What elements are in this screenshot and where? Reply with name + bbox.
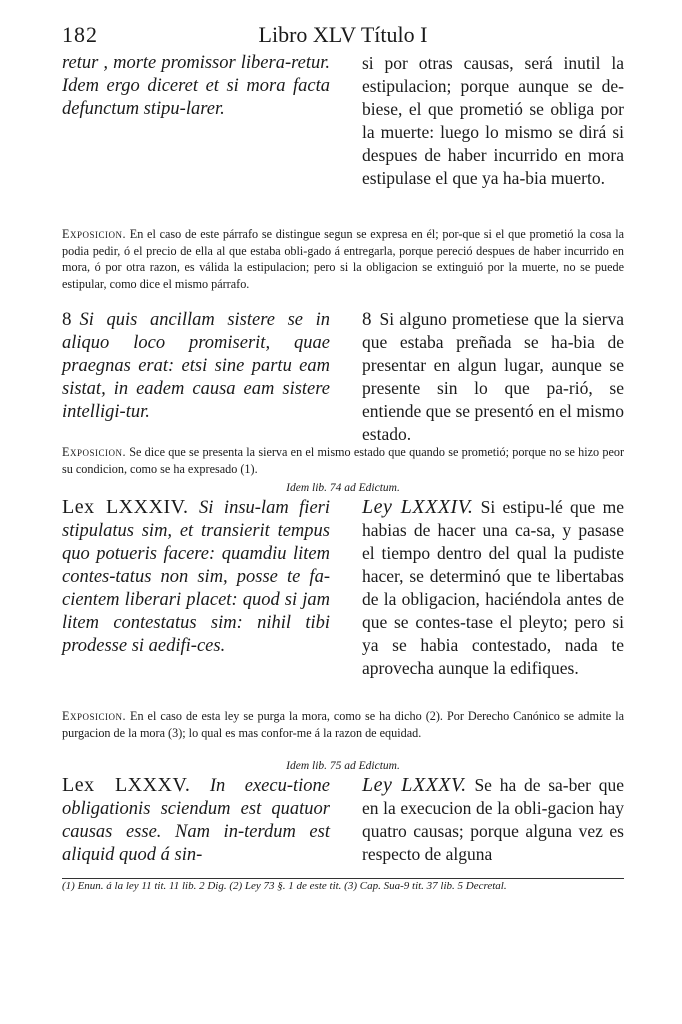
source-citation bbox=[62, 480, 624, 496]
latin-text: Si quis ancillam sistere se in aliquo loco promiserit, quae praegnas erat: etsi sine partu eam sistat, in eadem causa eam sistere intelligi-tur. bbox=[62, 310, 330, 422]
paragraph-block-1 bbox=[62, 52, 624, 222]
paragraph-number: 8 bbox=[62, 309, 72, 330]
exposicion-label: Exposicion. bbox=[62, 709, 126, 723]
exposicion-1 bbox=[62, 226, 624, 308]
book-page bbox=[62, 22, 624, 894]
lex-heading: Lex LXXXV. bbox=[62, 774, 191, 796]
exposicion-label: Exposicion. bbox=[62, 227, 126, 241]
latin-column bbox=[62, 496, 330, 708]
footnotes bbox=[62, 879, 624, 894]
lex-85-block bbox=[62, 774, 624, 878]
latin-text: Si insu-lam fieri stipulatus sim, et transierit tempus quo potueris facere: quamdiu litem contes-tatus non sim, posse te fa-cientem liberari placet: quod si jam litem contestatus sim: nihil tibi prodesse si aedifi-ces. bbox=[62, 498, 331, 656]
footnotes-text: (1) Enun. á la ley 11 tit. 11 lib. 2 Dig. (2) Ley 73 §. 1 de este tit. (3) Cap. Sua-9 tit. 37 lib. 5 Decretal. bbox=[62, 880, 507, 892]
running-title: Libro XLV Título I bbox=[258, 22, 428, 47]
exposicion-text: En el caso de este párrafo se distingue segun se expresa en él; por-que si el que prometió la cosa la podia pedir, ó el precio de ella al que estaba obli-gado á entregarla, porque pereció despues de haber incurrido en mora, ó por otra razon, es válida la estipulacion; pero si la obligacion se extinguió por la muerte, no se puede estipular, como dice el mismo párrafo. bbox=[62, 227, 625, 291]
exposicion-2 bbox=[62, 444, 624, 480]
source-citation bbox=[62, 758, 624, 774]
latin-text: In execu-tione obligationis sciendum est quatuor causas esse. Nam in-terdum est aliquid quod á sin- bbox=[62, 776, 330, 865]
page-number: 182 bbox=[62, 22, 98, 47]
page-header bbox=[62, 22, 624, 52]
latin-column bbox=[62, 308, 330, 444]
ley-heading: Ley LXXXIV. bbox=[362, 496, 474, 518]
lex-84-block bbox=[62, 496, 624, 708]
spanish-text: Si alguno prometiese que la sierva que estaba preñada se ha-bia de presentar en algun lugar, aunque se presente sin lo que pa-rió, se entiende que se presentó en el mismo estado. bbox=[362, 309, 624, 444]
latin-text: retur , morte promissor libera-retur. Idem ergo diceret et si mora facta defunctum stipu-larer. bbox=[62, 53, 330, 119]
spanish-column bbox=[362, 496, 624, 708]
paragraph-number: 8 bbox=[362, 309, 372, 330]
exposicion-3 bbox=[62, 708, 624, 758]
spanish-column bbox=[362, 52, 624, 222]
spanish-text: Si estipu-lé que me habias de hacer una ca-sa, y pasase el tiempo dentro del qual la pudiste hacer, se determinó que te libertabas de la obligacion, haciéndola antes de que se contes-tase el pleyto; pero si ya se habia contestado, nada te aprovecha aunque la edifiques. bbox=[362, 497, 624, 678]
exposicion-label: Exposicion. bbox=[62, 445, 126, 459]
exposicion-text: En el caso de esta ley se purga la mora, como se ha dicho (2). Por Derecho Canónico se admite la purgacion de la mora (3); lo qual es mas confor-me á la razon de equidad. bbox=[62, 709, 624, 740]
latin-column bbox=[62, 774, 330, 878]
paragraph-block-2 bbox=[62, 308, 624, 444]
spanish-column bbox=[362, 774, 624, 878]
latin-column bbox=[62, 52, 330, 222]
source-citation-text: Idem lib. 75 ad Edictum. bbox=[286, 760, 400, 772]
lex-heading: Lex LXXXIV. bbox=[62, 496, 189, 518]
ley-heading: Ley LXXXV. bbox=[362, 774, 467, 796]
source-citation-text: Idem lib. 74 ad Edictum. bbox=[286, 482, 400, 494]
spanish-text: Se ha de sa-ber que en la execucion de la obli-gacion hay quatro causas; porque alguna vez es respecto de alguna bbox=[362, 775, 625, 864]
spanish-column bbox=[362, 308, 624, 444]
exposicion-text: Se dice que se presenta la sierva en el mismo estado que quando se prometió; porque no se hizo peor su condicion, como se ha expresado (1). bbox=[62, 445, 625, 476]
spanish-text: si por otras causas, será inutil la estipulacion; porque aunque se de-biese, el que prometió se obliga por la muerte: luego lo mismo se dirá si despues de haber incurrido en mora estipulase el que ya ha-bia muerto. bbox=[362, 53, 624, 188]
